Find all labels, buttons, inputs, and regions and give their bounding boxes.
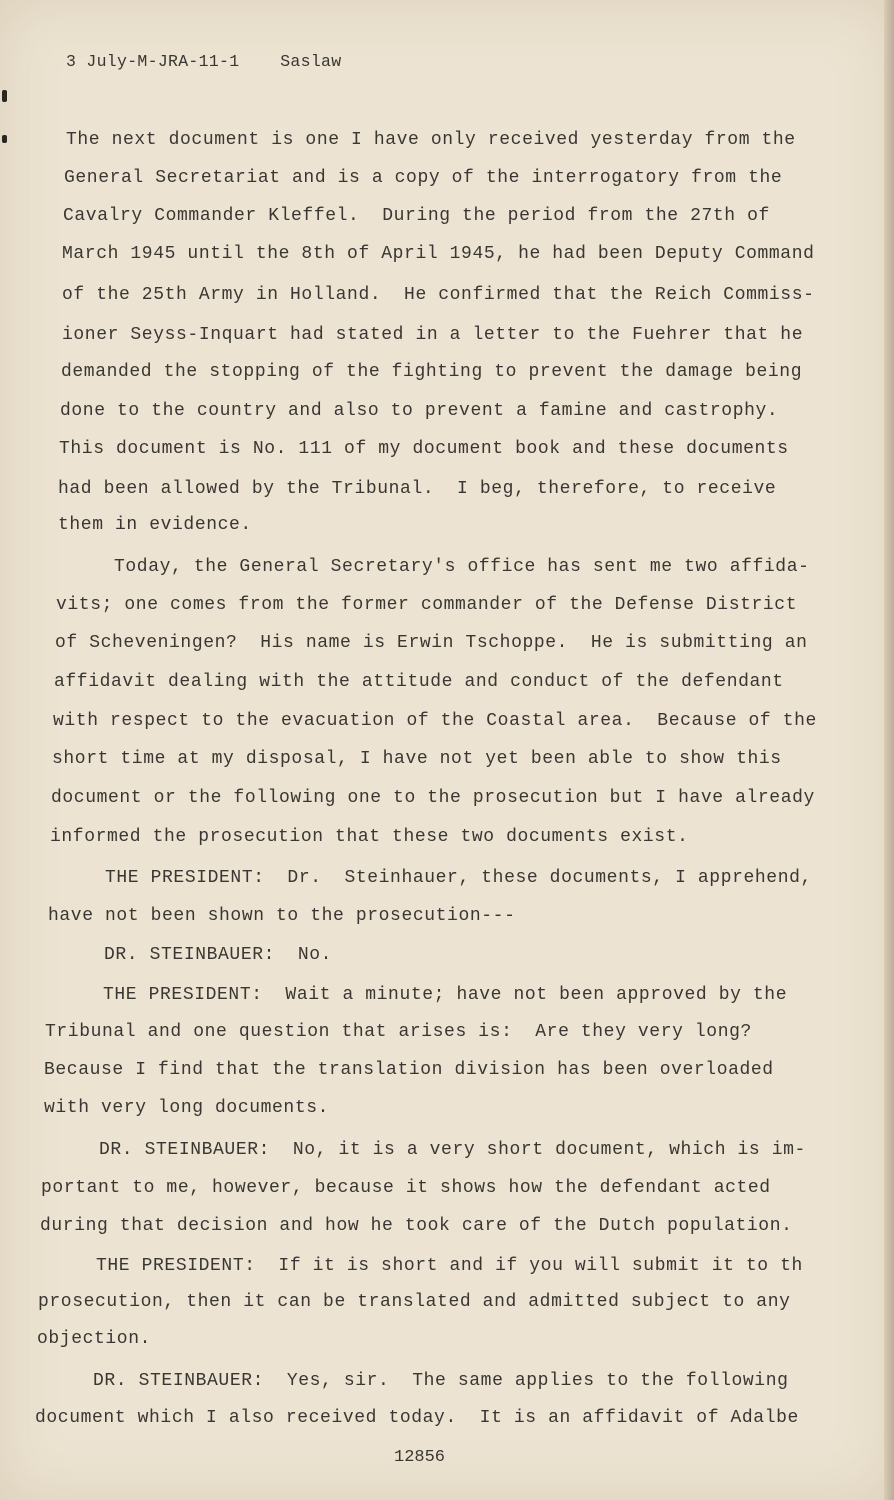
- text-line: informed the prosecution that these two documents exist.: [50, 827, 689, 847]
- text-line: done to the country and also to prevent a famine and castrophy.: [60, 401, 779, 421]
- text-line: of the 25th Army in Holland. He confirmed that the Reich Commiss-: [62, 285, 815, 305]
- text-line: portant to me, however, because it shows how the defendant acted: [41, 1178, 771, 1198]
- text-line: DR. STEINBAUER: Yes, sir. The same applies to the following: [36, 1371, 789, 1391]
- text-line: objection.: [37, 1329, 152, 1349]
- text-line: had been allowed by the Tribunal. I beg, therefore, to receive: [58, 479, 777, 499]
- text-line: them in evidence.: [58, 515, 252, 535]
- text-line: General Secretariat and is a copy of the interrogatory from the: [64, 168, 783, 188]
- text-line: of Scheveningen? His name is Erwin Tschoppe. He is submitting an: [55, 633, 808, 653]
- text-line: THE PRESIDENT: Dr. Steinhauer, these documents, I apprehend,: [48, 868, 812, 888]
- text-line: demanded the stopping of the fighting to prevent the damage being: [61, 362, 803, 382]
- text-line: document or the following one to the prosecution but I have already: [51, 788, 815, 808]
- text-line: prosecution, then it can be translated and admitted subject to any: [38, 1292, 791, 1312]
- punch-hole-mark: [2, 90, 7, 102]
- text-line: This document is No. 111 of my document book and these documents: [59, 439, 789, 459]
- page-header: 3 July-M-JRA-11-1 Saslaw: [66, 52, 342, 71]
- text-line: Today, the General Secretary's office has sent me two affida-: [57, 557, 810, 577]
- text-line: March 1945 until the 8th of April 1945, he had been Deputy Command: [62, 244, 815, 264]
- text-line: during that decision and how he took care of the Dutch population.: [40, 1216, 793, 1236]
- page-number: 12856: [394, 1448, 446, 1467]
- text-line: ioner Seyss-Inquart had stated in a letter to the Fuehrer that he: [62, 325, 804, 345]
- text-line: affidavit dealing with the attitude and conduct of the defendant: [54, 672, 784, 692]
- text-line: DR. STEINBAUER: No.: [47, 945, 333, 965]
- text-line: short time at my disposal, I have not yet been able to show this: [52, 749, 782, 769]
- text-line: with respect to the evacuation of the Coastal area. Because of the: [53, 711, 817, 731]
- text-line: Because I find that the translation division has been overloaded: [44, 1060, 774, 1080]
- text-line: Tribunal and one question that arises is: Are they very long?: [45, 1022, 752, 1042]
- text-line: with very long documents.: [44, 1098, 330, 1118]
- text-line: THE PRESIDENT: Wait a minute; have not been approved by the: [46, 985, 788, 1005]
- text-line: Cavalry Commander Kleffel. During the period from the 27th of: [63, 206, 770, 226]
- punch-hole-mark: [2, 135, 7, 143]
- text-line: vits; one comes from the former commander of the Defense District: [56, 595, 798, 615]
- text-line: DR. STEINBAUER: No, it is a very short document, which is im-: [42, 1140, 806, 1160]
- page-edge: [884, 0, 894, 1500]
- text-line: have not been shown to the prosecution---: [48, 906, 516, 926]
- text-line: THE PRESIDENT: If it is short and if you will submit it to th: [39, 1256, 803, 1276]
- text-line: The next document is one I have only received yesterday from the: [66, 130, 796, 150]
- text-line: document which I also received today. It is an affidavit of Adalbe: [35, 1408, 799, 1428]
